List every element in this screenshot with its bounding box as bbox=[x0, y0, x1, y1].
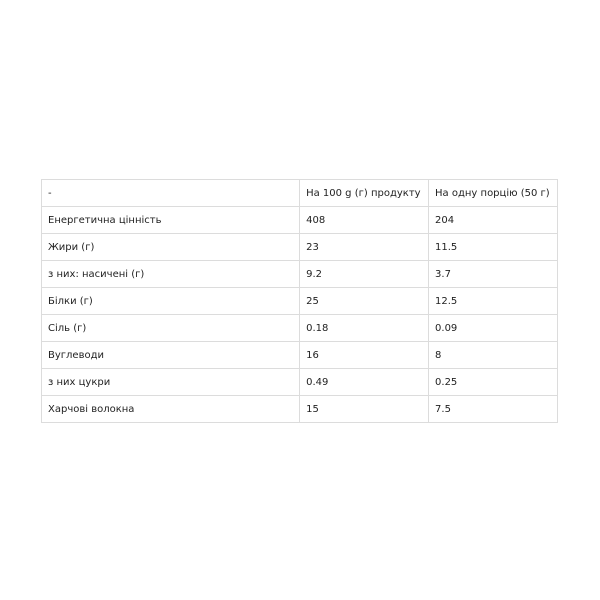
table-row bbox=[42, 396, 558, 423]
per-100g-cell: 0.18 bbox=[300, 315, 429, 342]
nutrient-name-cell: Вуглеводи bbox=[42, 342, 300, 369]
nutrition-table bbox=[41, 179, 558, 423]
table-row bbox=[42, 207, 558, 234]
per-100g-cell: 9.2 bbox=[300, 261, 429, 288]
table-row bbox=[42, 261, 558, 288]
table-row bbox=[42, 315, 558, 342]
per-serving-cell: 7.5 bbox=[429, 396, 558, 423]
nutrient-name-cell: Харчові волокна bbox=[42, 396, 300, 423]
header-cell-per-100g: На 100 g (г) продукту bbox=[300, 180, 429, 207]
table-row bbox=[42, 369, 558, 396]
nutrient-name-cell: з них цукри bbox=[42, 369, 300, 396]
per-100g-cell: 15 bbox=[300, 396, 429, 423]
nutrient-name-cell: Сіль (г) bbox=[42, 315, 300, 342]
per-serving-cell: 8 bbox=[429, 342, 558, 369]
table-row bbox=[42, 288, 558, 315]
table-row bbox=[42, 342, 558, 369]
per-serving-cell: 3.7 bbox=[429, 261, 558, 288]
per-serving-cell: 12.5 bbox=[429, 288, 558, 315]
per-100g-cell: 0.49 bbox=[300, 369, 429, 396]
nutrient-name-cell: Жири (г) bbox=[42, 234, 300, 261]
header-cell-nutrient: - bbox=[42, 180, 300, 207]
per-serving-cell: 0.09 bbox=[429, 315, 558, 342]
per-100g-cell: 23 bbox=[300, 234, 429, 261]
table-header-row bbox=[42, 180, 558, 207]
nutrient-name-cell: Енергетична цінність bbox=[42, 207, 300, 234]
per-serving-cell: 11.5 bbox=[429, 234, 558, 261]
table-row bbox=[42, 234, 558, 261]
header-cell-per-serving: На одну порцію (50 г) bbox=[429, 180, 558, 207]
nutrient-name-cell: Білки (г) bbox=[42, 288, 300, 315]
per-serving-cell: 0.25 bbox=[429, 369, 558, 396]
nutrient-name-cell: з них: насичені (г) bbox=[42, 261, 300, 288]
per-100g-cell: 408 bbox=[300, 207, 429, 234]
per-100g-cell: 16 bbox=[300, 342, 429, 369]
per-100g-cell: 25 bbox=[300, 288, 429, 315]
per-serving-cell: 204 bbox=[429, 207, 558, 234]
